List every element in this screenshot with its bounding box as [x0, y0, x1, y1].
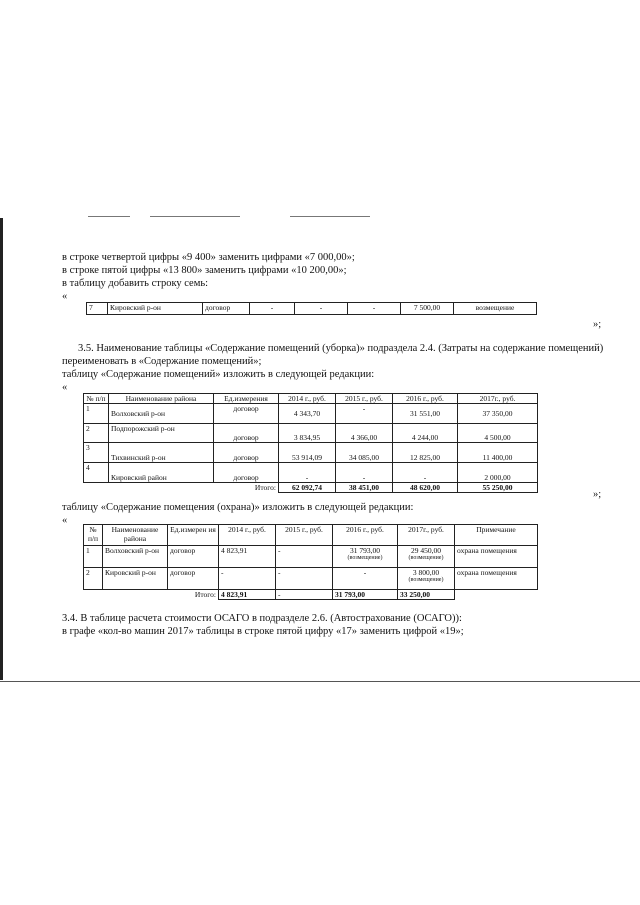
cell [398, 568, 455, 590]
table-row [84, 546, 538, 568]
cell: 2 [84, 568, 103, 590]
cell: 4 244,00 [393, 424, 458, 443]
cell: договор [214, 404, 279, 424]
cell: 1 [84, 546, 103, 568]
cell: - [276, 546, 333, 568]
cell [333, 546, 398, 568]
cell: 3 [84, 443, 109, 463]
para-3-5-line3: таблицу «Содержание помещений» изложить в следующей редакции: [62, 369, 375, 380]
cell: 4 366,00 [336, 424, 393, 443]
cell: - [336, 463, 393, 483]
quote-close: »; [593, 319, 602, 330]
cell: 31 551,00 [393, 404, 458, 424]
para-3-4-line1: 3.4. В таблице расчета стоимости ОСАГО в подразделе 2.6. (Автострахование (ОСАГО)): [62, 613, 462, 624]
quote-close: »; [593, 489, 602, 500]
column-header: 2014 г., руб. [279, 394, 336, 404]
table-header-row [84, 394, 538, 404]
total-cell: - [276, 590, 333, 600]
cell: - [276, 568, 333, 590]
cell: возмещение [454, 303, 537, 315]
cell: - [348, 303, 401, 315]
cell: 2 [84, 424, 109, 443]
cell: 7 500,00 [401, 303, 454, 315]
column-header: Наименование района [109, 394, 214, 404]
table-total-row [84, 590, 538, 600]
faint-rule [88, 216, 130, 217]
uborka-table [83, 393, 538, 493]
total-label: Итого: [84, 590, 219, 600]
total-label: Итого: [84, 483, 279, 493]
para-ohrana: таблицу «Содержание помещения (охрана)» изложить в следующей редакции: [62, 502, 414, 513]
cell: 12 825,00 [393, 443, 458, 463]
cell-value: 3 800,00 [412, 568, 440, 577]
cell: договор [214, 424, 279, 443]
text-row4: в строке четвертой цифры «9 400» заменить цифрами «7 000,00»; [62, 252, 355, 263]
page-bottom-line [0, 681, 640, 682]
column-header: 2016 г., руб. [393, 394, 458, 404]
cell: Тихвинский р-он [109, 443, 214, 463]
column-header: 2017г., руб. [398, 525, 455, 546]
cell: Волховский р-он [109, 404, 214, 424]
cell: - [295, 303, 348, 315]
cell: 53 914,09 [279, 443, 336, 463]
table-row [84, 568, 538, 590]
quote-open: « [62, 515, 68, 526]
cell: Кировский район [109, 463, 214, 483]
cell-note: (возмещение) [408, 555, 444, 561]
column-header: Наименование района [103, 525, 168, 546]
cell [333, 568, 398, 590]
text-row5: в строке пятой цифры «13 800» заменить цифрами «10 200,00»; [62, 265, 347, 276]
cell: договор [203, 303, 250, 315]
row-seven-table [86, 302, 537, 315]
cell: 3 834,95 [279, 424, 336, 443]
cell: Подпорожский р-он [109, 424, 214, 443]
page-edge-bar [0, 218, 3, 680]
cell: договор [168, 568, 219, 590]
cell: 2 000,00 [458, 463, 538, 483]
cell: 4 500,00 [458, 424, 538, 443]
column-header: 2015 г., руб. [336, 394, 393, 404]
column-header: 2015 г., руб. [276, 525, 333, 546]
cell: 4 343,70 [279, 404, 336, 424]
total-cell: 55 250,00 [458, 483, 538, 493]
cell: 34 085,00 [336, 443, 393, 463]
cell: - [279, 463, 336, 483]
para-3-5-line2: переименовать в «Содержание помещений»; [62, 356, 262, 367]
column-header: Ед.измерен ия [168, 525, 219, 546]
cell: Волховский р-он [103, 546, 168, 568]
cell: - [219, 568, 276, 590]
cell-note: (возмещение) [347, 555, 383, 561]
cell-note: (возмещение) [408, 577, 444, 583]
cell-value: 29 450,00 [411, 546, 441, 555]
total-cell: 62 092,74 [279, 483, 336, 493]
column-header: 2016 г., руб. [333, 525, 398, 546]
para-3-5-line1: 3.5. Наименование таблицы «Содержание помещений (уборка)» подраздела 2.4. (Затраты на содержание помещений) [78, 343, 604, 354]
cell: Кировский р-он [103, 568, 168, 590]
cell: - [250, 303, 295, 315]
cell: договор [214, 463, 279, 483]
quote-open: « [62, 382, 68, 393]
total-cell: 4 823,91 [219, 590, 276, 600]
table-row [84, 443, 538, 463]
faint-rule [290, 216, 370, 217]
table-row [84, 404, 538, 424]
quote-open: « [62, 291, 68, 302]
text-add-row: в таблицу добавить строку семь: [62, 278, 209, 289]
faint-rule [150, 216, 240, 217]
cell: 7 [87, 303, 108, 315]
cell: 1 [84, 404, 109, 424]
column-header: № п/п [84, 525, 103, 546]
cell: 11 400,00 [458, 443, 538, 463]
cell: договор [214, 443, 279, 463]
total-cell: 31 793,00 [333, 590, 398, 600]
cell: Кировский р-он [108, 303, 203, 315]
cell: договор [168, 546, 219, 568]
table-row [84, 424, 538, 443]
para-3-4-line2: в графе «кол-во машин 2017» таблицы в строке пятой цифру «17» заменить цифрой «19»; [62, 626, 464, 637]
table-total-row [84, 483, 538, 493]
column-header: № п/п [84, 394, 109, 404]
cell: охрана помещения [455, 546, 538, 568]
empty-cell [455, 590, 538, 600]
cell: охрана помещения [455, 568, 538, 590]
total-cell: 38 451,00 [336, 483, 393, 493]
cell [398, 546, 455, 568]
total-cell: 33 250,00 [398, 590, 455, 600]
table-header-row [84, 525, 538, 546]
cell: 4 [84, 463, 109, 483]
cell: 37 350,00 [458, 404, 538, 424]
table-row [84, 463, 538, 483]
column-header: Примечание [455, 525, 538, 546]
cell-value: - [363, 568, 367, 577]
column-header: Ед.измерения [214, 394, 279, 404]
cell: - [336, 404, 393, 424]
cell: 4 823,91 [219, 546, 276, 568]
ohrana-table [83, 524, 538, 600]
column-header: 2017г., руб. [458, 394, 538, 404]
cell-value: 31 793,00 [350, 546, 380, 555]
table-row [87, 303, 537, 315]
cell: - [393, 463, 458, 483]
total-cell: 48 620,00 [393, 483, 458, 493]
column-header: 2014 г., руб. [219, 525, 276, 546]
